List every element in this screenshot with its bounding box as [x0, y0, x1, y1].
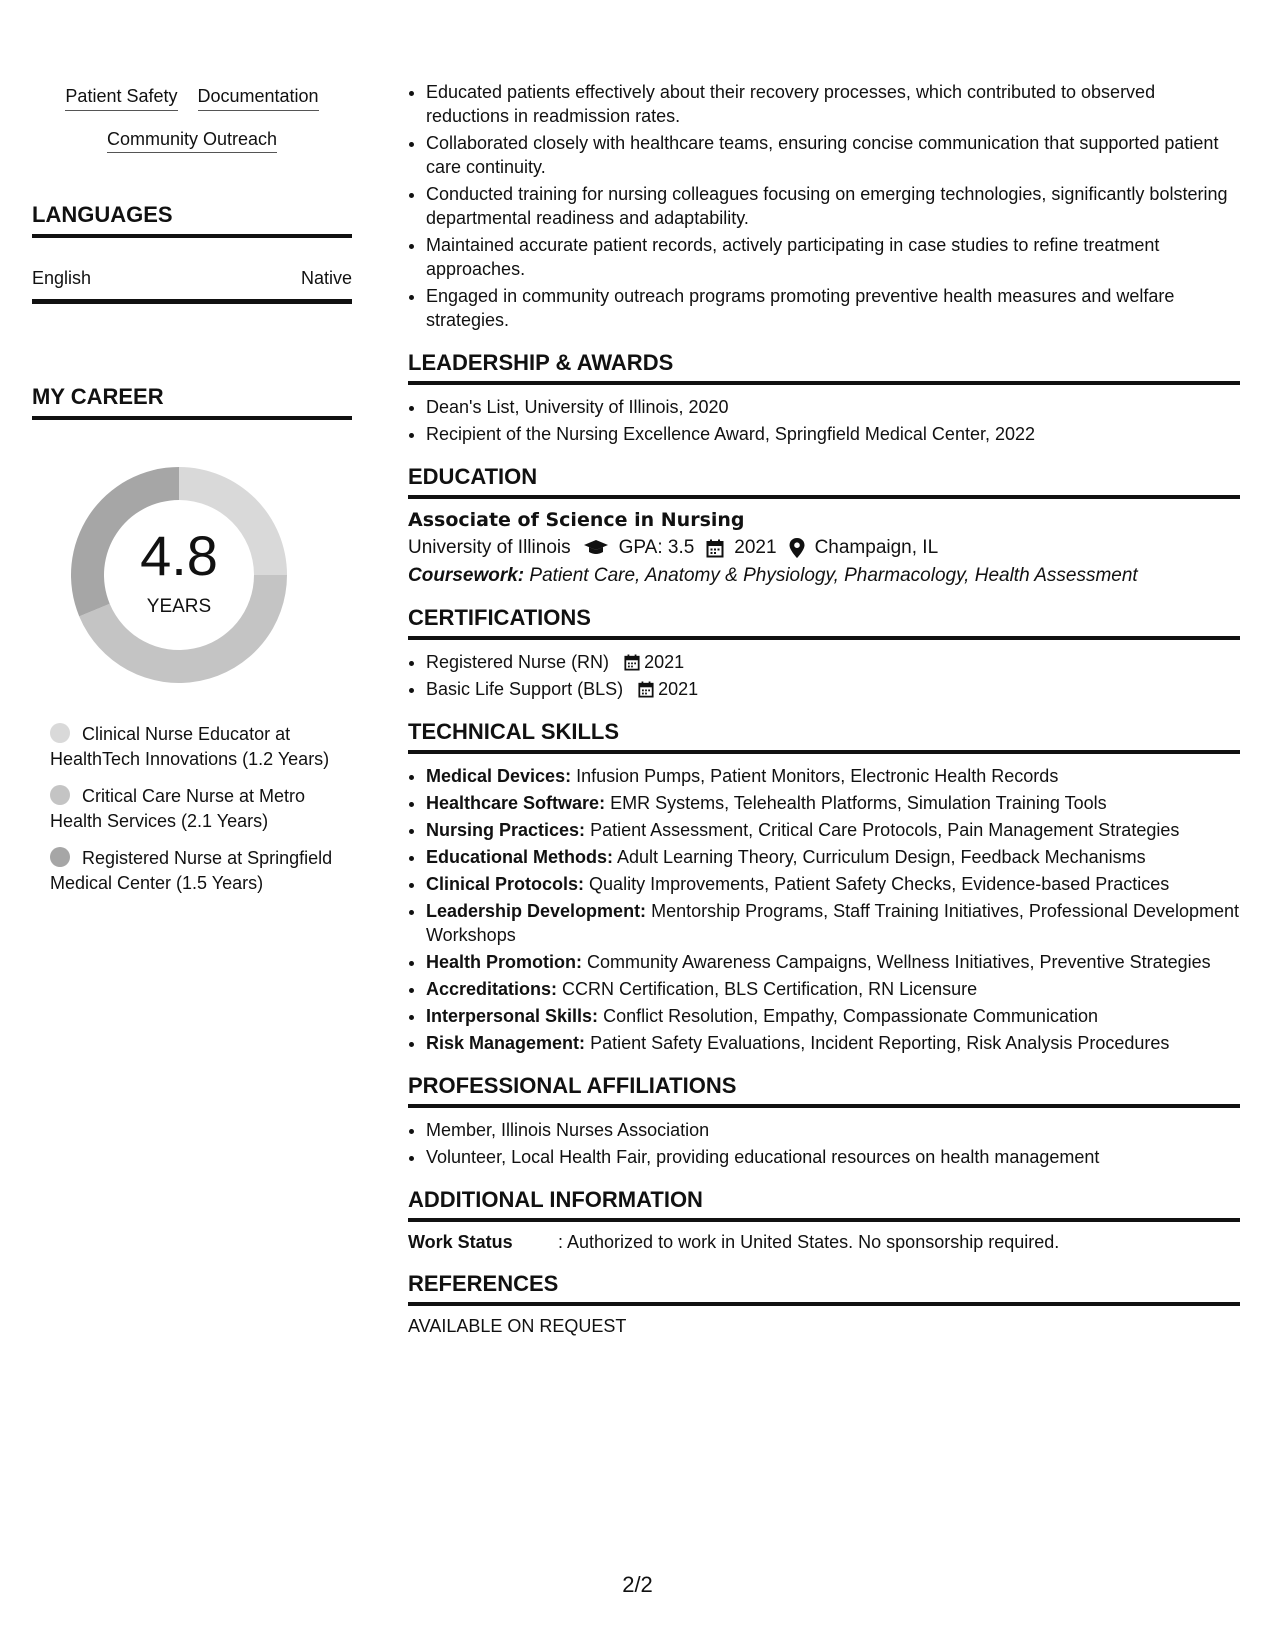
- certifications-list: [408, 650, 1240, 701]
- languages-heading: LANGUAGES: [32, 202, 352, 238]
- legend-dot: [50, 785, 70, 805]
- skill-tag: Patient Safety: [65, 86, 177, 111]
- work-status-value: : Authorized to work in United States. No sponsorship required.: [558, 1232, 1060, 1252]
- skill-item: [426, 977, 1240, 1001]
- skill-item: [426, 899, 1240, 947]
- skill-item: [426, 818, 1240, 842]
- certification-name: Basic Life Support (BLS): [426, 679, 624, 699]
- career-legend-item: [50, 722, 340, 772]
- calendar-icon: [706, 539, 724, 558]
- language-row: [32, 268, 352, 304]
- references-text: AVAILABLE ON REQUEST: [408, 1316, 627, 1336]
- leadership-list: [408, 395, 1240, 446]
- certifications-heading: CERTIFICATIONS: [408, 605, 1240, 640]
- skill-item: [426, 791, 1240, 815]
- skill-tags: [32, 86, 352, 171]
- skill-label: Clinical Protocols:: [426, 874, 585, 894]
- skill-label: Risk Management:: [426, 1033, 586, 1053]
- skill-label: Medical Devices:: [426, 766, 572, 786]
- skill-label: Health Promotion:: [426, 952, 582, 972]
- career-total-unit: YEARS: [146, 596, 212, 617]
- experience-bullet: • Collaborated closely with healthcare teams, ensuring concise communication that supported patient care continuity.: [426, 131, 1240, 179]
- award-item: • Dean's List, University of Illinois, 2020: [426, 395, 1240, 419]
- skill-label: Educational Methods:: [426, 847, 614, 867]
- certification-name: Registered Nurse (RN): [426, 652, 610, 672]
- certification-year: 2021: [644, 652, 685, 672]
- career-legend-item: [50, 846, 340, 896]
- work-status-row: [408, 1232, 1240, 1253]
- skill-value: Mentorship Programs, Staff Training Initiatives, Professional Development Workshops: [426, 901, 1240, 945]
- career-legend: [50, 722, 340, 908]
- coursework-label: Coursework:: [408, 565, 525, 586]
- skill-value: Community Awareness Campaigns, Wellness Initiatives, Preventive Strategies: [587, 952, 1211, 972]
- right-column: [408, 80, 1240, 1337]
- skill-label: Healthcare Software:: [426, 793, 606, 813]
- skill-item: [426, 950, 1240, 974]
- legend-dot: [50, 723, 70, 743]
- work-status-label: Work Status: [408, 1232, 513, 1252]
- skill-item: [426, 1004, 1240, 1028]
- school-location: Champaign, IL: [814, 537, 939, 558]
- page-number: 2/2: [622, 1572, 653, 1597]
- skill-label: Accreditations:: [426, 979, 558, 999]
- location-pin-icon: [789, 538, 805, 558]
- career-heading: MY CAREER: [32, 384, 352, 420]
- skill-value: CCRN Certification, BLS Certification, RN Licensure: [562, 979, 978, 999]
- experience-bullets: [408, 80, 1240, 332]
- affiliation-item: • Volunteer, Local Health Fair, providing educational resources on health management: [426, 1145, 1240, 1169]
- certification-year: 2021: [658, 679, 699, 699]
- skill-item: [426, 1031, 1240, 1055]
- affiliations-heading: PROFESSIONAL AFFILIATIONS: [408, 1073, 1240, 1108]
- calendar-icon: [624, 654, 640, 671]
- affiliation-item: • Member, Illinois Nurses Association: [426, 1118, 1240, 1142]
- donut-center: [66, 462, 292, 688]
- skill-item: [426, 872, 1240, 896]
- experience-bullet: • Maintained accurate patient records, actively participating in case studies to refine treatment approaches.: [426, 233, 1240, 281]
- certification-item: [426, 650, 1240, 674]
- skill-value: Quality Improvements, Patient Safety Checks, Evidence-based Practices: [589, 874, 1170, 894]
- experience-bullet: • Educated patients effectively about their recovery processes, which contributed to observed reductions in readmission rates.: [426, 80, 1240, 128]
- experience-bullet: • Engaged in community outreach programs promoting preventive health measures and welfare strategies.: [426, 284, 1240, 332]
- certification-item: [426, 677, 1240, 701]
- skill-item: [426, 845, 1240, 869]
- career-legend-label: Clinical Nurse Educator at HealthTech Innovations (1.2 Years): [50, 724, 330, 769]
- affiliations-list: [408, 1118, 1240, 1169]
- technical-skills-heading: TECHNICAL SKILLS: [408, 719, 1240, 754]
- education-details: [408, 537, 1240, 559]
- technical-skills-list: [408, 764, 1240, 1055]
- references-heading: REFERENCES: [408, 1271, 1240, 1306]
- skill-value: Patient Safety Evaluations, Incident Reporting, Risk Analysis Procedures: [590, 1033, 1170, 1053]
- career-legend-label: Registered Nurse at Springfield Medical Center (1.5 Years): [50, 848, 333, 893]
- career-total-years: 4.8: [140, 524, 218, 587]
- language-level: Native: [300, 268, 352, 288]
- career-legend-item: [50, 784, 340, 834]
- school-name: University of Illinois: [408, 537, 571, 558]
- additional-info-heading: ADDITIONAL INFORMATION: [408, 1187, 1240, 1222]
- coursework: [408, 565, 1240, 587]
- skill-tag: Documentation: [198, 86, 319, 111]
- skill-item: [426, 764, 1240, 788]
- skill-value: EMR Systems, Telehealth Platforms, Simulation Training Tools: [610, 793, 1107, 813]
- legend-dot: [50, 847, 70, 867]
- coursework-list: Patient Care, Anatomy & Physiology, Pharmacology, Health Assessment: [529, 565, 1138, 586]
- language-name: English: [32, 268, 92, 288]
- experience-bullet: • Conducted training for nursing colleagues focusing on emerging technologies, significantly bolstering departmental readiness and adaptability.: [426, 182, 1240, 230]
- degree-title: Associate of Science in Nursing: [408, 509, 745, 531]
- calendar-icon: [638, 681, 654, 698]
- leadership-heading: LEADERSHIP & AWARDS: [408, 350, 1240, 385]
- skill-label: Nursing Practices:: [426, 820, 586, 840]
- career-legend-label: Critical Care Nurse at Metro Health Services (2.1 Years): [50, 786, 306, 831]
- skill-value: Conflict Resolution, Empathy, Compassionate Communication: [603, 1006, 1098, 1026]
- skill-value: Patient Assessment, Critical Care Protocols, Pain Management Strategies: [590, 820, 1180, 840]
- education-heading: EDUCATION: [408, 464, 1240, 499]
- skill-value: Adult Learning Theory, Curriculum Design, Feedback Mechanisms: [617, 847, 1146, 867]
- graduation-cap-icon: [583, 539, 609, 557]
- skill-value: Infusion Pumps, Patient Monitors, Electronic Health Records: [576, 766, 1059, 786]
- skill-label: Interpersonal Skills:: [426, 1006, 599, 1026]
- gpa: GPA: 3.5: [618, 537, 695, 558]
- award-item: • Recipient of the Nursing Excellence Award, Springfield Medical Center, 2022: [426, 422, 1240, 446]
- skill-label: Leadership Development:: [426, 901, 647, 921]
- graduation-year: 2021: [734, 537, 777, 558]
- skill-tag: Community Outreach: [107, 129, 277, 154]
